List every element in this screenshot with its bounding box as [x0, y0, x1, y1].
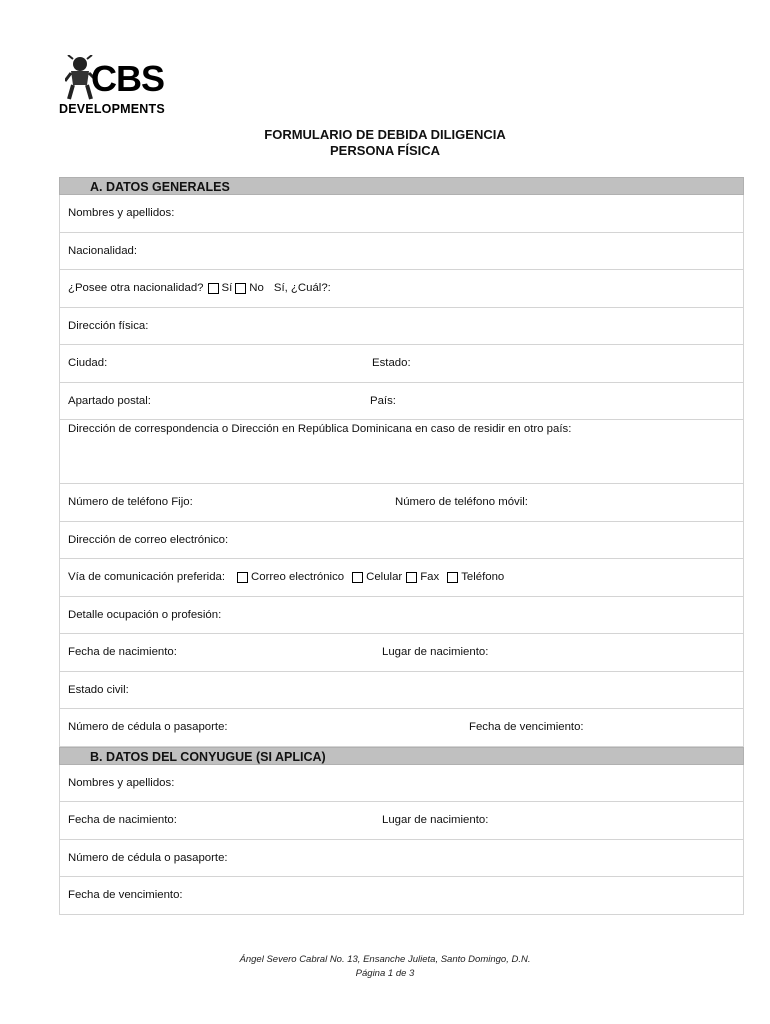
field-label: Número de teléfono Fijo:: [68, 496, 193, 509]
field-conyugue-vencimiento[interactable]: [59, 877, 744, 915]
field-label: Dirección de correo electrónico:: [68, 533, 229, 546]
checkbox-no-label: No: [249, 282, 264, 295]
checkbox-telefono[interactable]: [447, 572, 458, 583]
field-ocupacion[interactable]: [59, 597, 744, 635]
field-estado: Estado:: [372, 357, 411, 370]
field-cedula[interactable]: [59, 709, 744, 747]
logo-text: CBS: [91, 58, 165, 99]
field-otra-nacionalidad: [59, 270, 744, 308]
field-conyugue-nombres[interactable]: [59, 765, 744, 803]
field-estado-civil[interactable]: [59, 672, 744, 710]
checkbox-fax[interactable]: [406, 572, 417, 583]
field-label: Vía de comunicación preferida:: [68, 571, 226, 584]
field-label: Fecha de nacimiento:: [68, 814, 177, 827]
field-conyugue-cedula[interactable]: [59, 840, 744, 878]
checkbox-fax-label: Fax: [420, 571, 440, 584]
field-label: Número de cédula o pasaporte:: [68, 721, 228, 734]
section-a-heading: A. DATOS GENERALES: [59, 177, 744, 195]
field-lugar-nacimiento: Lugar de nacimiento:: [382, 646, 489, 659]
page-footer: [0, 953, 770, 981]
logo-subtext: DEVELOPMENTS: [59, 102, 165, 116]
field-telefonos[interactable]: [59, 484, 744, 522]
field-ciudad-estado[interactable]: [59, 345, 744, 383]
field-label: Estado civil:: [68, 683, 129, 696]
checkbox-correo-label: Correo electrónico: [251, 571, 345, 584]
field-label: Ciudad:: [68, 357, 108, 370]
title-line-2: PERSONA FÍSICA: [329, 143, 441, 158]
checkbox-si-label: Sí: [221, 282, 233, 295]
field-label: Fecha de nacimiento:: [68, 646, 177, 659]
checkbox-celular[interactable]: [352, 572, 363, 583]
checkbox-correo[interactable]: [237, 572, 248, 583]
due-diligence-form: [59, 177, 744, 915]
checkbox-celular-label: Celular: [366, 571, 403, 584]
field-vencimiento: Fecha de vencimiento:: [469, 721, 584, 734]
field-label: Nombres y apellidos:: [68, 207, 175, 220]
field-conyugue-lugar: Lugar de nacimiento:: [382, 814, 489, 827]
field-tel-movil: Número de teléfono móvil:: [395, 496, 528, 509]
footer-address: Ángel Severo Cabral No. 13, Ensanche Julieta, Santo Domingo, D.N.: [239, 954, 531, 965]
field-nombres[interactable]: [59, 195, 744, 233]
field-correo[interactable]: [59, 522, 744, 560]
field-direccion[interactable]: [59, 308, 744, 346]
field-pais: País:: [370, 394, 396, 407]
field-label: Dirección de correspondencia o Dirección en República Dominicana en caso de residir en otro país:: [68, 423, 572, 435]
field-label: Nacionalidad:: [68, 244, 138, 257]
field-via-comunicacion: [59, 559, 744, 597]
form-title: [0, 127, 770, 159]
field-nacionalidad[interactable]: [59, 233, 744, 271]
field-label: Dirección física:: [68, 319, 149, 332]
section-b-heading: B. DATOS DEL CONYUGUE (SI APLICA): [59, 747, 744, 765]
field-label: Detalle ocupación o profesión:: [68, 608, 222, 621]
field-nacimiento[interactable]: [59, 634, 744, 672]
field-label: Fecha de vencimiento:: [68, 889, 183, 902]
field-label: Nombres y apellidos:: [68, 776, 175, 789]
field-correspondencia[interactable]: [59, 420, 744, 484]
checkbox-si[interactable]: [208, 283, 219, 294]
title-line-1: FORMULARIO DE DEBIDA DILIGENCIA: [264, 127, 506, 142]
cual-label: Sí, ¿Cuál?:: [273, 282, 331, 295]
field-label: Apartado postal:: [68, 394, 151, 407]
field-apartado-pais[interactable]: [59, 383, 744, 421]
field-conyugue-nacimiento[interactable]: [59, 802, 744, 840]
checkbox-no[interactable]: [235, 283, 246, 294]
checkbox-telefono-label: Teléfono: [461, 571, 505, 584]
footer-page-number: Página 1 de 3: [355, 968, 415, 979]
field-label: ¿Posee otra nacionalidad?: [68, 282, 204, 295]
company-logo: [59, 55, 179, 119]
field-label: Número de cédula o pasaporte:: [68, 851, 228, 864]
